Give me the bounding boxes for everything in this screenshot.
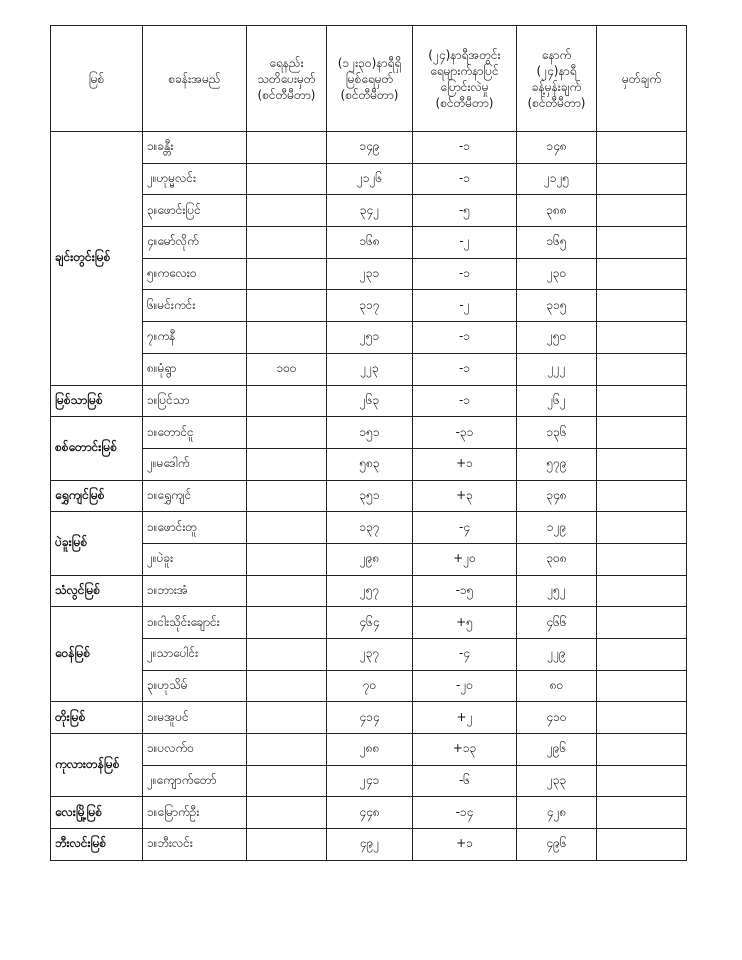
- change-cell: -၁: [413, 132, 517, 164]
- water-level-cell: ၂၄၁: [327, 765, 413, 797]
- danger-level-cell: [247, 543, 327, 575]
- table-row: [51, 765, 687, 797]
- river-name-cell: သံလွင်မြစ်: [51, 575, 143, 607]
- table-row: [51, 607, 687, 639]
- table-row: [51, 258, 687, 290]
- forecast-cell: ၂၁၂၅: [517, 163, 597, 195]
- header-level-line: (စင်တီမီတာ): [340, 87, 399, 102]
- forecast-cell: ၂၂၉: [517, 639, 597, 671]
- remarks-cell: [597, 480, 687, 512]
- header-change-line: (စင်တီမီတာ): [435, 95, 494, 110]
- danger-level-cell: [247, 480, 327, 512]
- station-cell: ၁။ပြင်သာ: [143, 385, 247, 417]
- forecast-cell: ၁၃၆: [517, 417, 597, 449]
- forecast-cell: ၃၁၅: [517, 290, 597, 322]
- forecast-cell: ၄၁၀: [517, 702, 597, 734]
- change-cell: -၁၅: [413, 575, 517, 607]
- change-cell: -၁: [413, 385, 517, 417]
- station-cell: ၁။မအူပင်: [143, 702, 247, 734]
- header-level-line: (၁၂း၃၀)နာရီရှိ: [337, 55, 402, 70]
- remarks-cell: [597, 258, 687, 290]
- river-name-cell: ရွှေကျင်မြစ်: [51, 480, 143, 512]
- forecast-cell: ၃၈၈: [517, 195, 597, 227]
- danger-level-cell: [247, 829, 327, 861]
- change-cell: +၁: [413, 448, 517, 480]
- forecast-cell: ၂၂၂: [517, 353, 597, 385]
- header-danger-line: သတိပေးမှတ်: [257, 71, 316, 86]
- danger-level-cell: [247, 607, 327, 639]
- forecast-cell: ၅၇၉: [517, 448, 597, 480]
- remarks-cell: [597, 132, 687, 164]
- danger-level-cell: [247, 512, 327, 544]
- header-forecast: [517, 26, 597, 132]
- water-level-cell: ၂၈၈: [327, 734, 413, 766]
- change-cell: -၁: [413, 258, 517, 290]
- danger-level-cell: [247, 417, 327, 449]
- station-cell: ၆။မင်းကင်း: [143, 290, 247, 322]
- change-cell: +၂: [413, 702, 517, 734]
- station-cell: ၁။ငါးသိုင်းချောင်း: [143, 607, 247, 639]
- forecast-cell: ၁၆၅: [517, 227, 597, 259]
- remarks-cell: [597, 670, 687, 702]
- water-level-cell: ၂၉၈: [327, 543, 413, 575]
- forecast-cell: ၂၃၃: [517, 765, 597, 797]
- danger-level-cell: [247, 163, 327, 195]
- table-row: [51, 734, 687, 766]
- water-level-cell: ၃၅၁: [327, 480, 413, 512]
- table-row: [51, 670, 687, 702]
- river-name-cell: ကုလားတန်မြစ်: [51, 734, 143, 797]
- header-forecast-line: နောက်: [541, 47, 572, 62]
- water-level-cell: ၂၁၂၆: [327, 163, 413, 195]
- remarks-cell: [597, 163, 687, 195]
- header-river: မြစ်: [51, 26, 143, 132]
- water-level-cell: ၁၄၉: [327, 132, 413, 164]
- station-cell: ၅။ကလေးဝ: [143, 258, 247, 290]
- header-change-line: ပြောင်းလဲမှု: [440, 79, 489, 94]
- table-row: [51, 448, 687, 480]
- remarks-cell: [597, 195, 687, 227]
- station-cell: ၂။မဒေါက်: [143, 448, 247, 480]
- change-cell: -၁: [413, 322, 517, 354]
- header-forecast-line: (၂၄)နာရီ: [536, 63, 577, 78]
- forecast-cell: ၂၅၂: [517, 575, 597, 607]
- forecast-cell: ၁၄၈: [517, 132, 597, 164]
- header-forecast-line: (စင်တီမီတာ): [527, 95, 586, 110]
- water-level-cell: ၄၄၈: [327, 797, 413, 829]
- danger-level-cell: [247, 765, 327, 797]
- forecast-cell: ၂၃၀: [517, 258, 597, 290]
- water-level-cell: ၅၈၃: [327, 448, 413, 480]
- change-cell: -၁: [413, 163, 517, 195]
- change-cell: +၃: [413, 480, 517, 512]
- remarks-cell: [597, 227, 687, 259]
- remarks-cell: [597, 448, 687, 480]
- river-name-cell: ဘီးလင်းမြစ်: [51, 829, 143, 861]
- water-level-cell: ၇၀: [327, 670, 413, 702]
- header-remarks: မှတ်ချက်: [597, 26, 687, 132]
- change-cell: -၂: [413, 290, 517, 322]
- danger-level-cell: [247, 639, 327, 671]
- remarks-cell: [597, 512, 687, 544]
- remarks-cell: [597, 543, 687, 575]
- station-cell: ၃။ဖောင်းပြင်: [143, 195, 247, 227]
- station-cell: ၁။ခန္တီး: [143, 132, 247, 164]
- table-row: [51, 353, 687, 385]
- station-cell: ၁။တောင်ငူ: [143, 417, 247, 449]
- change-cell: -၁: [413, 353, 517, 385]
- forecast-cell: ၄၉၆: [517, 829, 597, 861]
- remarks-cell: [597, 385, 687, 417]
- table-row: [51, 385, 687, 417]
- table-row: [51, 543, 687, 575]
- table-row: [51, 639, 687, 671]
- danger-level-cell: [247, 575, 327, 607]
- change-cell: -၄: [413, 512, 517, 544]
- station-cell: ၇။ကနီ: [143, 322, 247, 354]
- forecast-cell: ၃၄၈: [517, 480, 597, 512]
- table-row: [51, 227, 687, 259]
- change-cell: -၂: [413, 227, 517, 259]
- table-row: [51, 132, 687, 164]
- water-level-cell: ၃၁၇: [327, 290, 413, 322]
- water-level-cell: ၂၃၇: [327, 639, 413, 671]
- remarks-cell: [597, 353, 687, 385]
- remarks-cell: [597, 322, 687, 354]
- danger-level-cell: [247, 227, 327, 259]
- forecast-cell: ၁၂၉: [517, 512, 597, 544]
- station-cell: ၁။ဘီးလင်း: [143, 829, 247, 861]
- station-cell: ၁။မြောက်ဦး: [143, 797, 247, 829]
- table-row: [51, 797, 687, 829]
- change-cell: -၆: [413, 765, 517, 797]
- table-row: [51, 195, 687, 227]
- table-row: [51, 575, 687, 607]
- remarks-cell: [597, 639, 687, 671]
- remarks-cell: [597, 829, 687, 861]
- table-row: [51, 480, 687, 512]
- river-name-cell: ချင်းတွင်းမြစ်: [51, 132, 143, 386]
- remarks-cell: [597, 290, 687, 322]
- river-name-cell: ပဲခူးမြစ်: [51, 512, 143, 575]
- table-row: [51, 290, 687, 322]
- river-name-cell: မြစ်သာမြစ်: [51, 385, 143, 417]
- station-cell: ၁။ဘားအံ: [143, 575, 247, 607]
- station-cell: ၈။မုံရွာ: [143, 353, 247, 385]
- header-station: စခန်းအမည်: [143, 26, 247, 132]
- forecast-cell: ၂၅၀: [517, 322, 597, 354]
- forecast-cell: ၃၀၈: [517, 543, 597, 575]
- water-level-cell: ၁၃၇: [327, 512, 413, 544]
- forecast-cell: ၄၆၆: [517, 607, 597, 639]
- remarks-cell: [597, 765, 687, 797]
- header-danger-line: (စင်တီမီတာ): [257, 87, 316, 102]
- danger-level-cell: [247, 448, 327, 480]
- river-level-table: [50, 25, 687, 861]
- remarks-cell: [597, 797, 687, 829]
- water-level-cell: ၂၂၃: [327, 353, 413, 385]
- forecast-cell: ၂၉၆: [517, 734, 597, 766]
- change-cell: -၃၁: [413, 417, 517, 449]
- remarks-cell: [597, 734, 687, 766]
- change-cell: +၁၃: [413, 734, 517, 766]
- danger-level-cell: ၁၀၀: [247, 353, 327, 385]
- danger-level-cell: [247, 702, 327, 734]
- danger-level-cell: [247, 670, 327, 702]
- header-level-line: မြစ်ရေမှတ်: [345, 71, 394, 86]
- danger-level-cell: [247, 258, 327, 290]
- remarks-cell: [597, 702, 687, 734]
- danger-level-cell: [247, 797, 327, 829]
- water-level-cell: ၂၃၁: [327, 258, 413, 290]
- change-cell: +၅: [413, 607, 517, 639]
- forecast-cell: ၈၀: [517, 670, 597, 702]
- table-row: [51, 512, 687, 544]
- change-cell: -၁၄: [413, 797, 517, 829]
- table-row: [51, 417, 687, 449]
- river-name-cell: ဝေန်မြစ်: [51, 607, 143, 702]
- station-cell: ၂။ကျောက်တော်: [143, 765, 247, 797]
- station-cell: ၁။ပလက်ဝ: [143, 734, 247, 766]
- danger-level-cell: [247, 385, 327, 417]
- station-cell: ၁။ဖောင်းတူ: [143, 512, 247, 544]
- danger-level-cell: [247, 290, 327, 322]
- remarks-cell: [597, 607, 687, 639]
- header-danger-line: ရေနည်း: [269, 55, 304, 70]
- header-forecast-line: ခန့်မှန်းချက်: [531, 79, 582, 94]
- station-cell: ၂။ဟုမ္မလင်း: [143, 163, 247, 195]
- change-cell: +၁: [413, 829, 517, 861]
- change-cell: -၅: [413, 195, 517, 227]
- change-cell: -၂၀: [413, 670, 517, 702]
- header-row: [51, 26, 687, 132]
- water-level-cell: ၂၆၃: [327, 385, 413, 417]
- station-cell: ၂။သာပေါင်း: [143, 639, 247, 671]
- water-level-cell: ၂၅၁: [327, 322, 413, 354]
- water-level-cell: ၄၆၄: [327, 607, 413, 639]
- danger-level-cell: [247, 195, 327, 227]
- header-water-level: [327, 26, 413, 132]
- table-row: [51, 322, 687, 354]
- header-change: [413, 26, 517, 132]
- water-level-cell: ၄၁၄: [327, 702, 413, 734]
- forecast-cell: ၂၆၂: [517, 385, 597, 417]
- danger-level-cell: [247, 734, 327, 766]
- water-level-cell: ၁၅၁: [327, 417, 413, 449]
- river-name-cell: စစ်တောင်းမြစ်: [51, 417, 143, 480]
- danger-level-cell: [247, 322, 327, 354]
- station-cell: ၃။ဟုသိမ်: [143, 670, 247, 702]
- station-cell: ၁။ရွှေကျင်: [143, 480, 247, 512]
- water-level-cell: ၁၆၈: [327, 227, 413, 259]
- header-change-line: ရေများက်နာပြင်: [430, 63, 499, 78]
- change-cell: +၂၀: [413, 543, 517, 575]
- forecast-cell: ၄၂၈: [517, 797, 597, 829]
- station-cell: ၂။ပဲခူး: [143, 543, 247, 575]
- water-level-cell: ၃၄၂: [327, 195, 413, 227]
- header-danger-level: [247, 26, 327, 132]
- danger-level-cell: [247, 132, 327, 164]
- change-cell: -၄: [413, 639, 517, 671]
- water-level-cell: ၄၉၂: [327, 829, 413, 861]
- header-change-line: (၂၄)နာရီအတွင်း: [428, 47, 501, 62]
- river-name-cell: တိုးမြစ်: [51, 702, 143, 734]
- water-level-cell: ၂၅၇: [327, 575, 413, 607]
- remarks-cell: [597, 575, 687, 607]
- station-cell: ၄။မော်လိုက်: [143, 227, 247, 259]
- river-name-cell: လေးမြို့မြစ်: [51, 797, 143, 829]
- table-row: [51, 163, 687, 195]
- table-body: [51, 132, 687, 861]
- remarks-cell: [597, 417, 687, 449]
- table-row: [51, 702, 687, 734]
- table-row: [51, 829, 687, 861]
